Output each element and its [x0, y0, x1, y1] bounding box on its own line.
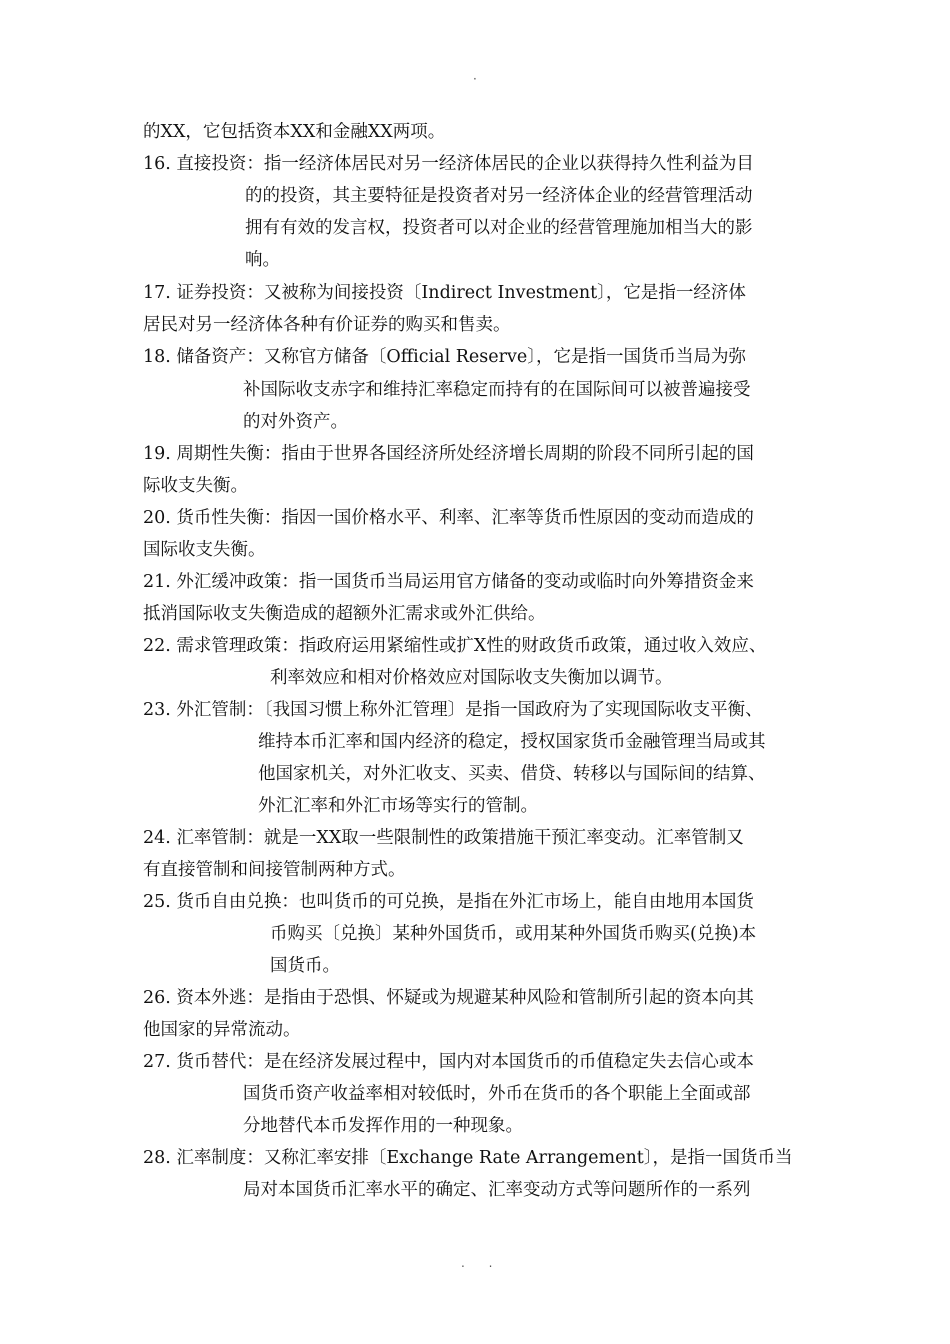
text-line: 25. 货币自由兑换：也叫货币的可兑换，是指在外汇市场上，能自由地用本国货	[143, 892, 754, 912]
text-line: 国货币。	[270, 956, 340, 976]
text-line: 26. 资本外逃：是指由于恐惧、怀疑或为规避某种风险和管制所引起的资本向其	[143, 988, 754, 1008]
text-line: 17. 证券投资：又被称为间接投资〔Indirect Investment〕，它是指一经济体	[143, 283, 746, 303]
text-line: 国际收支失衡。	[143, 540, 266, 560]
text-line: 的的投资，其主要特征是投资者对另一经济体企业的经营管理活动	[245, 186, 753, 206]
header-mark: ·	[473, 72, 477, 86]
text-line: 的对外资产。	[243, 412, 348, 432]
text-line: 24. 汇率管制：就是一XX取一些限制性的政策措施干预汇率变动。汇率管制又	[143, 828, 744, 848]
text-line: 19. 周期性失衡：指由于世界各国经济所处经济增长周期的阶段不同所引起的国	[143, 444, 754, 464]
text-line: 维持本币汇率和国内经济的稳定，授权国家货币金融管理当局或其	[258, 732, 766, 752]
text-line: 有直接管制和间接管制两种方式。	[143, 860, 406, 880]
text-line: 外汇汇率和外汇市场等实行的管制。	[258, 796, 538, 816]
text-line: 16. 直接投资：指一经济体居民对另一经济体居民的企业以获得持久性利益为目	[143, 154, 754, 174]
text-line: 际收支失衡。	[143, 476, 248, 496]
text-line: 局对本国货币汇率水平的确定、汇率变动方式等问题所作的一系列	[243, 1180, 751, 1200]
text-line: 币购买〔兑换〕某种外国货币，或用某种外国货币购买(兑换)本	[270, 924, 757, 944]
text-line: 利率效应和相对价格效应对国际收支失衡加以调节。	[270, 668, 673, 688]
text-line: 国货币资产收益率相对较低时，外币在货币的各个职能上全面或部	[243, 1084, 751, 1104]
text-line: 28. 汇率制度：又称汇率安排〔Exchange Rate Arrangement〕，是指一国货币当	[143, 1148, 793, 1168]
text-line: 20. 货币性失衡：指因一国价格水平、利率、汇率等货币性原因的变动而造成的	[143, 508, 754, 528]
text-line: 27. 货币替代：是在经济发展过程中，国内对本国货币的币值稳定失去信心或本	[143, 1052, 754, 1072]
text-line: 补国际收支赤字和维持汇率稳定而持有的在国际间可以被普遍接受	[243, 380, 751, 400]
footer-mark: . .	[461, 1256, 503, 1270]
text-line: 23. 外汇管制：〔我国习惯上称外汇管理〕是指一国政府为了实现国际收支平衡、	[143, 700, 763, 720]
text-line: 18. 储备资产：又称官方储备〔Official Reserve〕，它是指一国货币当局为弥	[143, 347, 746, 367]
text-line: 分地替代本币发挥作用的一种现象。	[243, 1116, 523, 1136]
text-line: 拥有有效的发言权，投资者可以对企业的经营管理施加相当大的影	[245, 218, 753, 238]
text-line: 响。	[245, 250, 280, 270]
text-line: 的XX，它包括资本XX和金融XX两项。	[143, 122, 446, 142]
text-line: 22. 需求管理政策：指政府运用紧缩性或扩X性的财政货币政策，通过收入效应、	[143, 636, 767, 656]
text-line: 抵消国际收支失衡造成的超额外汇需求或外汇供给。	[143, 604, 546, 624]
text-line: 21. 外汇缓冲政策：指一国货币当局运用官方储备的变动或临时向外筹措资金来	[143, 572, 754, 592]
text-line: 居民对另一经济体各种有价证券的购买和售卖。	[143, 315, 511, 335]
text-line: 他国家机关，对外汇收支、买卖、借贷、转移以与国际间的结算、	[258, 764, 766, 784]
text-line: 他国家的异常流动。	[143, 1020, 301, 1040]
